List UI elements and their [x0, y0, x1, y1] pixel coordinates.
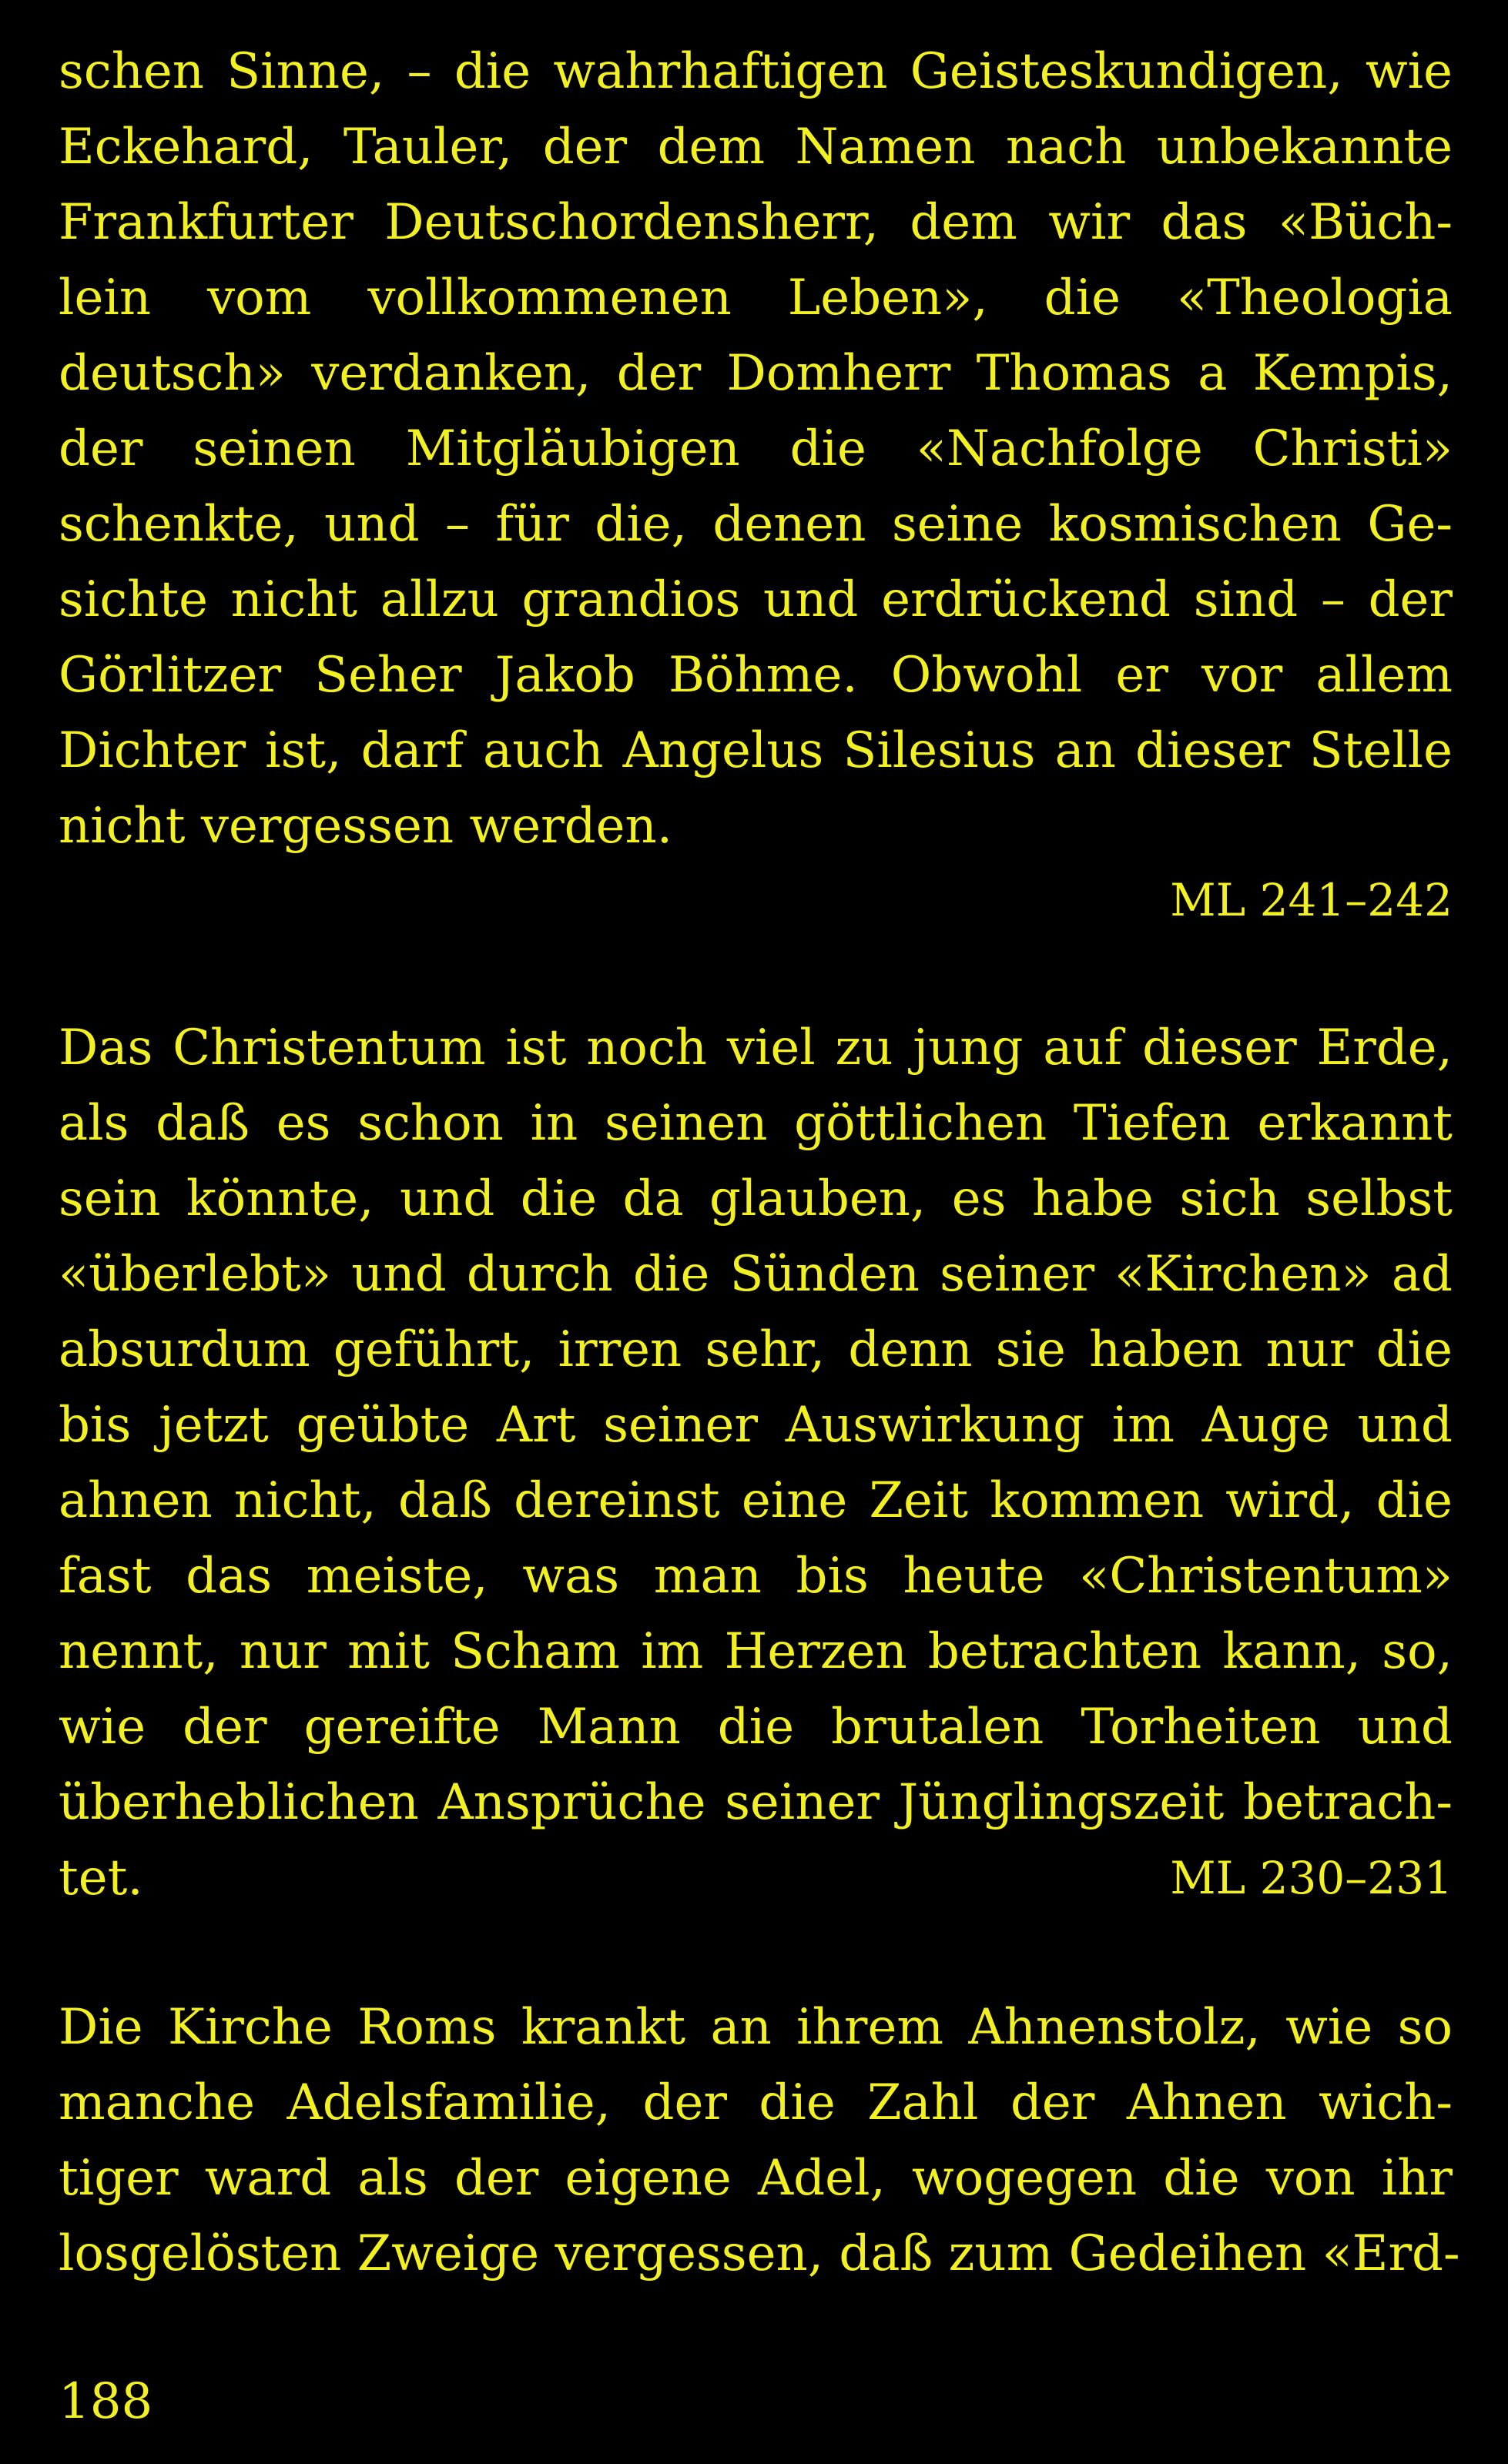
source-reference: ML 241–242: [1170, 874, 1453, 926]
text-line: Eckehard, Tauler, der dem Namen nach unbekannte: [59, 119, 1453, 176]
text-line: schenkte, und – für die, denen seine kosmischen Ge-: [59, 496, 1453, 553]
text-line: tet.: [59, 1850, 143, 1907]
text-line: schen Sinne, – die wahrhaftigen Geisteskundigen, wie: [59, 43, 1453, 100]
text-line: überheblichen Ansprüche seiner Jünglingszeit betrach-: [59, 1774, 1453, 1831]
text-line: nicht vergessen werden.: [59, 798, 673, 855]
text-line: der seinen Mitgläubigen die «Nachfolge Christi»: [59, 420, 1453, 477]
text-line: manche Adelsfamilie, der die Zahl der Ahnen wich-: [59, 2074, 1453, 2131]
text-line: sichte nicht allzu grandios und erdrückend sind – der: [59, 571, 1453, 628]
text-line: fast das meiste, was man bis heute «Christentum»: [59, 1548, 1453, 1605]
text-line: ahnen nicht, daß dereinst eine Zeit kommen wird, die: [59, 1472, 1453, 1529]
text-line: bis jetzt geübte Art seiner Auswirkung im Auge und: [59, 1397, 1453, 1454]
page-number: 188: [59, 2373, 153, 2430]
text-line: sein könnte, und die da glauben, es habe sich selbst: [59, 1170, 1453, 1227]
text-line: «überlebt» und durch die Sünden seiner «Kirchen» ad: [59, 1246, 1453, 1303]
text-line: Dichter ist, darf auch Angelus Silesius an dieser Stelle: [59, 722, 1453, 779]
text-line: lein vom vollkommenen Leben», die «Theologia: [59, 270, 1453, 326]
text-line: absurdum geführt, irren sehr, denn sie haben nur die: [59, 1321, 1453, 1378]
text-line: Das Christentum ist noch viel zu jung auf dieser Erde,: [59, 1019, 1453, 1076]
text-line: Die Kirche Roms krankt an ihrem Ahnenstolz, wie so: [59, 1999, 1453, 2056]
text-line: Görlitzer Seher Jakob Böhme. Obwohl er vor allem: [59, 647, 1453, 704]
text-line: wie der gereifte Mann die brutalen Torheiten und: [59, 1699, 1453, 1756]
text-line: nennt, nur mit Scham im Herzen betrachten kann, so,: [59, 1623, 1453, 1680]
text-line: losgelösten Zweige vergessen, daß zum Gedeihen «Erd-: [59, 2225, 1460, 2282]
source-reference: ML 230–231: [1170, 1852, 1453, 1904]
text-line: tiger ward als der eigene Adel, wogegen die von ihr: [59, 2150, 1453, 2207]
text-line: Frankfurter Deutschordensherr, dem wir das «Büch-: [59, 194, 1453, 251]
text-line: als daß es schon in seinen göttlichen Tiefen erkannt: [59, 1095, 1453, 1152]
text-line: deutsch» verdanken, der Domherr Thomas a Kempis,: [59, 345, 1453, 402]
